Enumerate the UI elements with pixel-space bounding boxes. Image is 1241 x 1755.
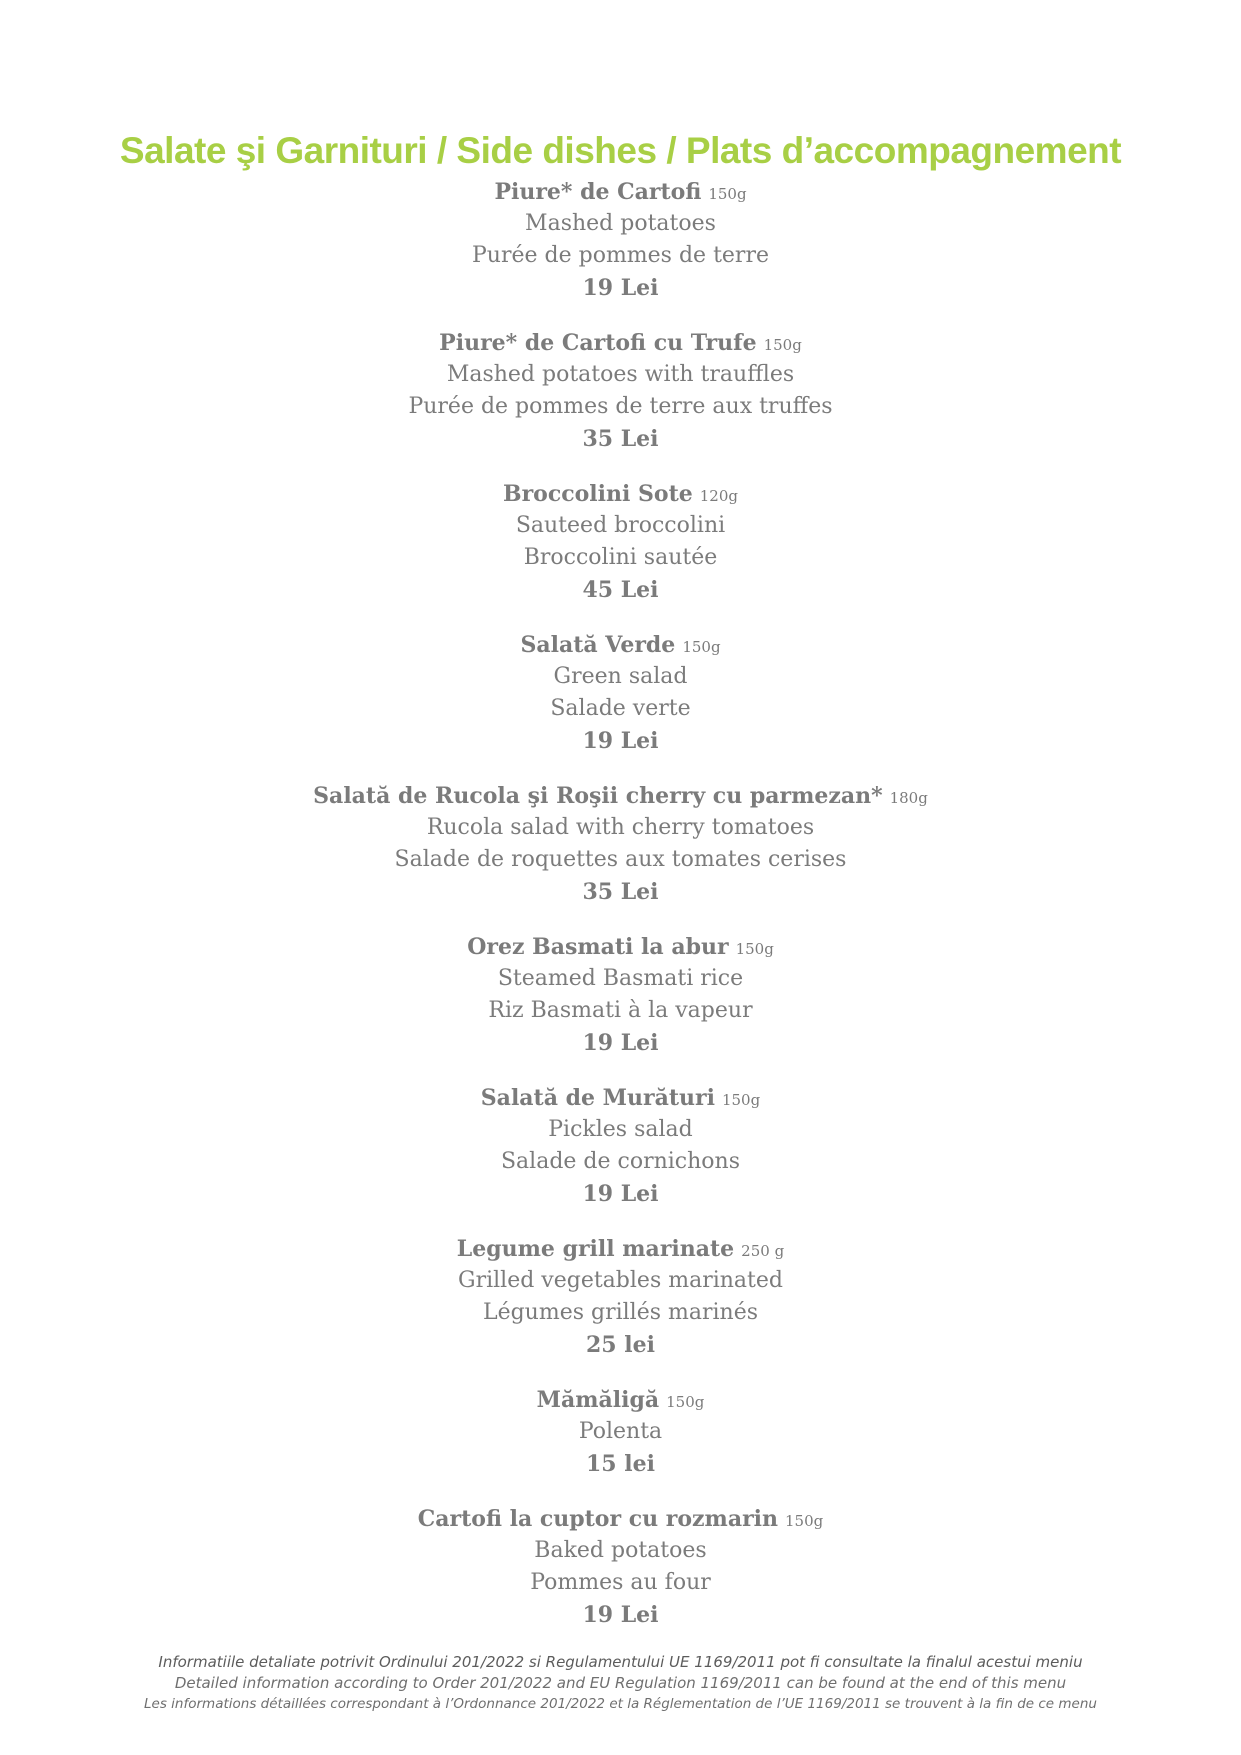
item-name: Orez Basmati la abur	[467, 934, 729, 960]
item-english-name: Rucola salad with cherry tomatoes	[426, 815, 815, 840]
item-english-name: Mashed potatoes	[525, 211, 716, 236]
item-price: 35 Lei	[582, 879, 659, 905]
menu-item	[0, 327, 1241, 455]
item-english-name: Baked potatoes	[534, 1538, 707, 1563]
item-price: 19 Lei	[582, 1181, 659, 1207]
footer-note-romanian: Informatiile detaliate potrivit Ordinului 201/2022 si Regulamentului UE 1169/2011 pot fi consultate la finalul acestui meniu	[158, 1653, 1083, 1671]
item-french-name: Salade de roquettes aux tomates cerises	[394, 847, 847, 872]
item-weight: 150g	[735, 940, 774, 958]
footer-note-french: Les informations détaillées correspondant à l’Ordonnance 201/2022 et la Réglementation de l’UE 1169/2011 se trouvent à la fin de ce menu	[144, 1696, 1097, 1712]
item-price: 19 Lei	[582, 728, 659, 754]
footer-note-english: Detailed information according to Order 201/2022 and EU Regulation 1169/2011 can be found at the end of this menu	[174, 1674, 1067, 1692]
item-title-line	[0, 629, 1241, 661]
item-price: 19 Lei	[582, 1030, 659, 1056]
item-french-name: Riz Basmati à la vapeur	[488, 998, 753, 1023]
item-english-name: Sauteed broccolini	[515, 513, 726, 538]
item-price: 19 Lei	[582, 275, 659, 301]
item-title-line	[0, 931, 1241, 963]
item-french-name: Salade de cornichons	[500, 1149, 740, 1174]
item-french-name: Salade verte	[550, 696, 691, 721]
item-price: 45 Lei	[582, 577, 659, 603]
item-english-name: Pickles salad	[548, 1117, 693, 1142]
item-title-line	[0, 1233, 1241, 1265]
menu-item	[0, 176, 1241, 304]
item-weight: 150g	[763, 336, 802, 354]
item-french-name: Légumes grillés marinés	[482, 1300, 759, 1325]
item-name: Salată de Murături	[480, 1085, 715, 1111]
item-weight: 120g	[699, 487, 738, 505]
item-english-name: Green salad	[553, 664, 688, 689]
menu-item	[0, 478, 1241, 606]
menu-list	[0, 176, 1241, 1654]
item-weight: 150g	[682, 638, 721, 656]
item-weight: 150g	[721, 1091, 761, 1109]
menu-item	[0, 629, 1241, 757]
menu-item	[0, 931, 1241, 1059]
item-title-line	[0, 327, 1241, 359]
menu-item	[0, 1503, 1241, 1631]
item-title-line	[0, 1503, 1241, 1535]
item-title-line	[0, 176, 1241, 208]
allergen-footer	[0, 1651, 1241, 1714]
item-price: 35 Lei	[582, 426, 659, 452]
item-name: Salată de Rucola şi Roşii cherry cu parmezan*	[313, 783, 883, 809]
item-title-line	[0, 1082, 1241, 1114]
item-french-name: Purée de pommes de terre	[472, 243, 769, 268]
item-weight: 180g	[889, 789, 928, 807]
item-english-name: Steamed Basmati rice	[497, 966, 744, 991]
item-name: Mămăligă	[536, 1387, 660, 1413]
menu-item	[0, 1233, 1241, 1361]
item-english-name: Mashed potatoes with trauffles	[446, 362, 795, 387]
item-price: 19 Lei	[582, 1602, 659, 1628]
item-name: Legume grill marinate	[456, 1236, 735, 1262]
item-price: 15 lei	[586, 1451, 655, 1477]
item-title-line	[0, 780, 1241, 812]
item-weight: 150g	[785, 1512, 824, 1530]
item-english-name: Polenta	[578, 1419, 663, 1444]
item-french-name: Broccolini sautée	[523, 545, 718, 570]
item-name: Broccolini Sote	[502, 481, 693, 507]
item-weight: 150g	[666, 1393, 705, 1411]
menu-item	[0, 1082, 1241, 1210]
item-french-name: Purée de pommes de terre aux truffes	[408, 394, 833, 419]
item-french-name: Pommes au four	[530, 1570, 711, 1595]
item-title-line	[0, 1384, 1241, 1416]
item-price: 25 lei	[586, 1332, 655, 1358]
item-name: Piure* de Cartofi	[494, 179, 702, 205]
menu-item	[0, 1384, 1241, 1480]
item-english-name: Grilled vegetables marinated	[458, 1268, 783, 1293]
item-title-line	[0, 478, 1241, 510]
menu-item	[0, 780, 1241, 908]
page-title: Salate şi Garnituri / Side dishes / Plats d’accompagnement	[119, 129, 1122, 171]
item-name: Piure* de Cartofi cu Trufe	[439, 330, 757, 356]
item-name: Cartofi la cuptor cu rozmarin	[417, 1506, 779, 1532]
item-name: Salată Verde	[520, 632, 676, 658]
item-weight: 250 g	[741, 1242, 785, 1260]
item-weight: 150g	[708, 185, 747, 203]
